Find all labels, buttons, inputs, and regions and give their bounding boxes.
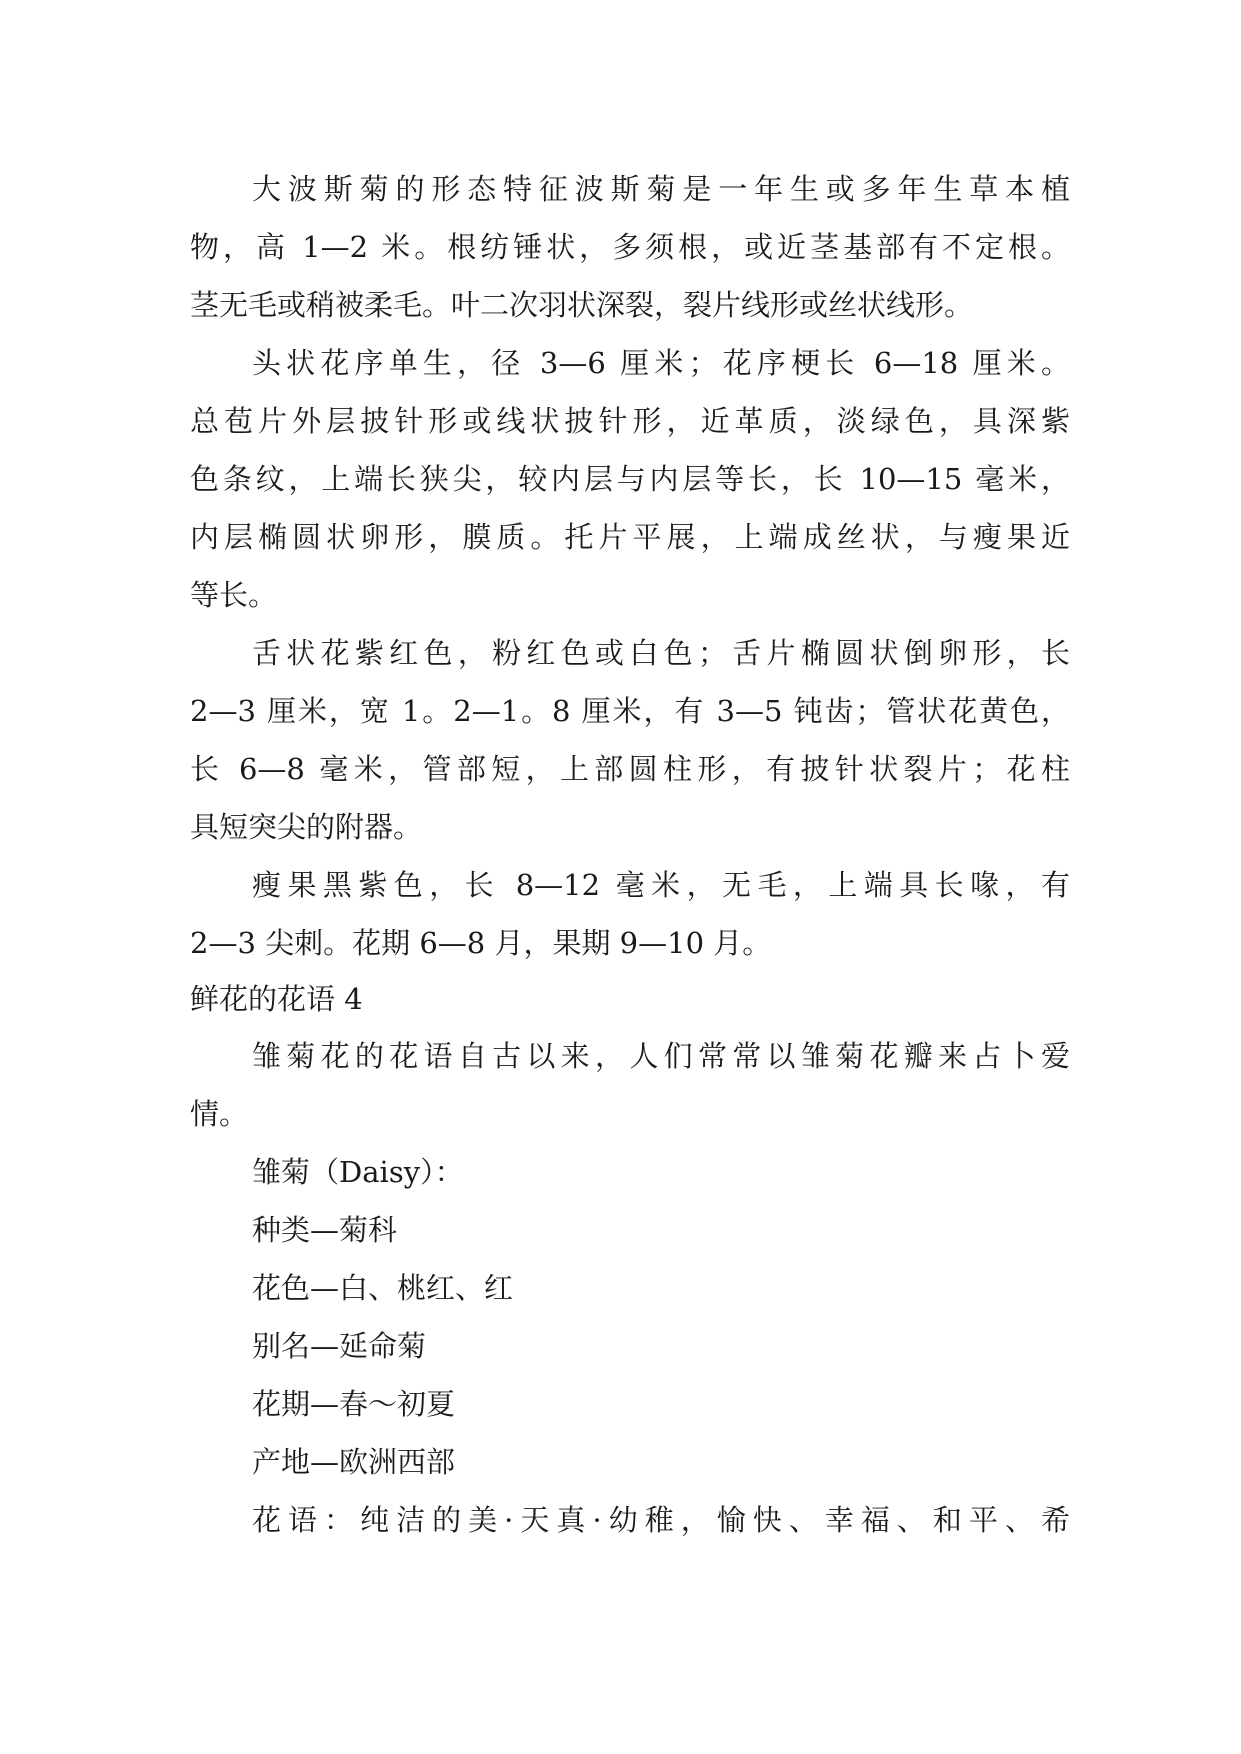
text-line: 色条纹，上端长狭尖，较内层与内层等长，长 10—15 毫米， xyxy=(190,462,1070,496)
document-body xyxy=(190,160,1070,1549)
paragraph-cosmos-morphology xyxy=(190,160,1070,334)
text-line: 舌状花紫红色，粉红色或白色；舌片椭圆状倒卵形，长 xyxy=(252,636,1070,670)
text-line: 花语：纯洁的美·天真·幼稚，愉快、幸福、和平、希 xyxy=(252,1503,1070,1537)
text-line: 具短突尖的附器。 xyxy=(190,810,423,844)
text-line: 总苞片外层披针形或线状披针形，近革质，淡绿色，具深紫 xyxy=(190,404,1070,438)
list-item: 别名—延命菊 xyxy=(252,1329,427,1363)
list-item: 种类—菊科 xyxy=(252,1213,398,1247)
text-line: 情。 xyxy=(190,1097,249,1131)
text-line: 雏菊花的花语自古以来，人们常常以雏菊花瓣来占卜爱 xyxy=(252,1039,1070,1073)
list-item: 雏菊（Daisy）： xyxy=(252,1155,464,1189)
list-item: 花色—白、桃红、红 xyxy=(252,1271,514,1305)
text-line: 头状花序单生，径 3—6 厘米；花序梗长 6—18 厘米。 xyxy=(252,346,1070,380)
text-line: 2—3 尖刺。花期 6—8 月，果期 9—10 月。 xyxy=(190,926,772,960)
list-item: 产地—欧洲西部 xyxy=(252,1445,456,1479)
paragraph-daisy-intro xyxy=(190,1027,1070,1143)
text-line: 物，高 1—2 米。根纺锤状，多须根，或近茎基部有不定根。 xyxy=(190,230,1070,264)
text-line: 2—3 厘米，宽 1。2—1。8 厘米，有 3—5 钝齿；管状花黄色， xyxy=(190,694,1070,728)
section-heading: 鲜花的花语 4 xyxy=(190,982,363,1016)
daisy-facts-list xyxy=(190,1143,1070,1549)
paragraph-flower-head xyxy=(190,334,1070,624)
paragraph-achenes xyxy=(190,856,1070,972)
text-line: 内层椭圆状卵形，膜质。托片平展，上端成丝状，与瘦果近 xyxy=(190,520,1070,554)
text-line: 等长。 xyxy=(190,578,278,612)
text-line: 瘦果黑紫色，长 8—12 毫米，无毛，上端具长喙，有 xyxy=(252,868,1070,902)
text-line: 茎无毛或稍被柔毛。叶二次羽状深裂，裂片线形或丝状线形。 xyxy=(190,288,974,322)
text-line: 大波斯菊的形态特征波斯菊是一年生或多年生草本植 xyxy=(252,172,1070,206)
text-line: 长 6—8 毫米，管部短，上部圆柱形，有披针状裂片；花柱 xyxy=(190,752,1070,786)
list-item: 花期—春～初夏 xyxy=(252,1387,456,1421)
paragraph-ray-florets xyxy=(190,624,1070,856)
